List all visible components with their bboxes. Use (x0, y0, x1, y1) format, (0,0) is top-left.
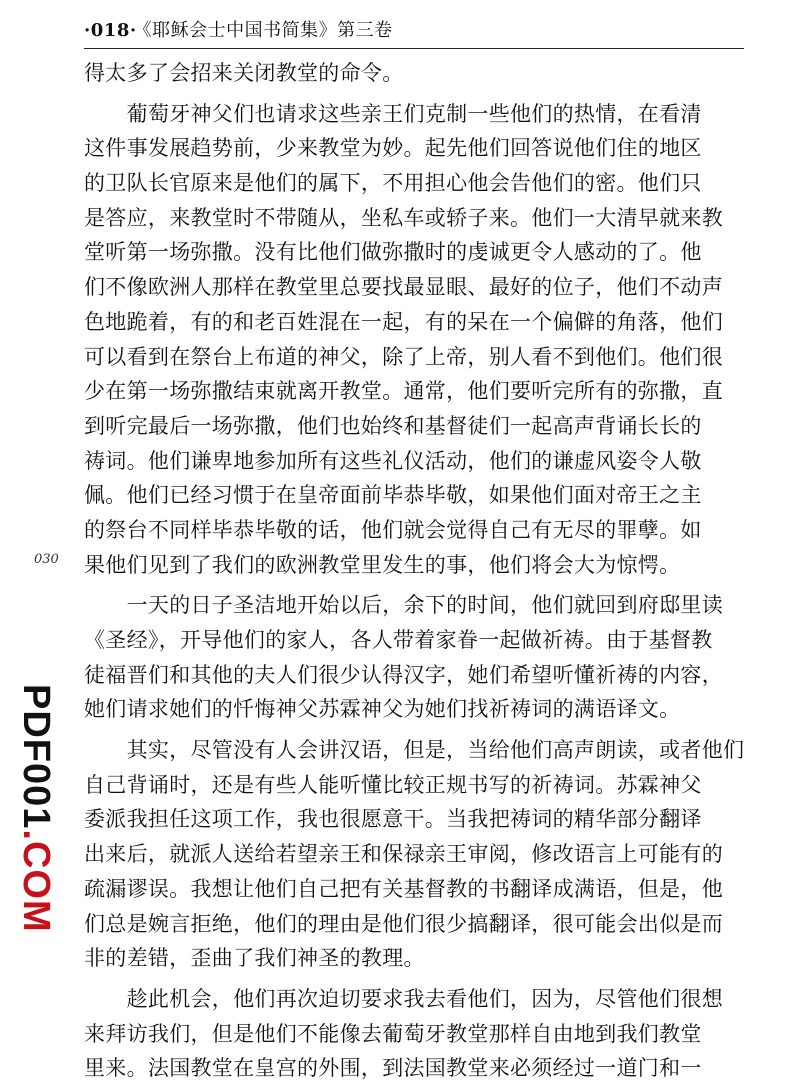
paragraph (84, 56, 746, 91)
body-text (84, 56, 746, 1086)
text-line: 趁此机会，他们再次迫切要求我去看他们，因为，尽管他们很想 (84, 986, 723, 1011)
paragraph (84, 588, 746, 727)
text-line: 是答应，来教堂时不带随从，坐私车或轿子来。他们一大清早就来教 (84, 205, 723, 230)
text-line: 祷词。他们谦卑地参加所有这些礼仪活动，他们的谦虚风姿令人敬 (84, 448, 702, 473)
text-line: 们不像欧洲人那样在教堂里总要找最显眼、最好的位子，他们不动声 (84, 275, 723, 300)
text-line: 葡萄牙神父们也请求这些亲王们克制一些他们的热情，在看清 (84, 101, 702, 126)
text-line: 色地跪着，有的和老百姓混在一起，有的呆在一个偏僻的角落，他们 (84, 309, 723, 334)
watermark (15, 684, 57, 933)
text-line: 可以看到在祭台上布道的神父，除了上帝，别人看不到他们。他们很 (84, 344, 723, 369)
text-line: 《圣经》，开导他们的家人，各人带着家眷一起做祈祷。由于基督教 (84, 628, 713, 652)
page-number: ·018· (84, 20, 137, 41)
text-line: 果他们见到了我们的欧洲教堂里发生的事，他们将会大为惊愕。 (84, 552, 681, 577)
text-line: 委派我担任这项工作，我也很愿意干。当我把祷词的精华部分翻译 (84, 807, 702, 832)
text-line: 的卫队长官原来是他们的属下，不用担心他会告他们的密。他们只 (84, 171, 702, 196)
text-line: 其实，尽管没有人会讲汉语，但是，当给他们高声朗读，或者他们 (84, 738, 745, 763)
text-line: 自己背诵时，还是有些人能听懂比较正规书写的祈祷词。苏霖神父 (84, 772, 702, 797)
book-title: 《耶稣会士中国书简集》第三卷 (142, 20, 393, 41)
text-line: 疏漏谬误。我想让他们自己把有关基督教的书翻译成满语，但是，他 (84, 876, 723, 901)
text-line: 得太多了会招来关闭教堂的命令。 (84, 61, 404, 85)
paragraph (84, 733, 746, 976)
paragraph (84, 97, 746, 583)
text-line: 们总是婉言拒绝，他们的理由是他们很少搞翻译，很可能会出似是而 (84, 911, 723, 936)
text-line: 里来。法国教堂在皇宫的外围，到法国教堂来必须经过一道门和一 (84, 1056, 702, 1081)
text-line: 非的差错，歪曲了我们神圣的教理。 (84, 946, 425, 971)
page-header (84, 16, 744, 49)
margin-note: 030 (34, 552, 59, 567)
text-line: 的祭台不同样毕恭毕敬的话，他们就会觉得自己有无尽的罪孽。如 (84, 517, 702, 542)
text-line: 出来后，就派人送给若望亲王和保禄亲王审阅，修改语言上可能有的 (84, 842, 723, 867)
watermark-part1: PDF001 (15, 684, 57, 830)
text-line: 来拜访我们，但是他们不能像去葡萄牙教堂那样自由地到我们教堂 (84, 1021, 702, 1046)
text-line: 堂听第一场弥撒。没有比他们做弥撒时的虔诚更令人感动的了。他 (84, 240, 702, 265)
text-line: 佩。他们已经习惯于在皇帝面前毕恭毕敬，如果他们面对帝王之主 (84, 483, 702, 508)
text-line: 一天的日子圣洁地开始以后，余下的时间，他们就回到府邸里读 (84, 593, 723, 618)
text-line: 她们请求她们的忏悔神父苏霖神父为她们找祈祷词的满语译文。 (84, 697, 681, 722)
text-line: 少在第一场弥撒结束就离开教堂。通常，他们要听完所有的弥撒，直 (84, 379, 723, 404)
text-line: 这件事发展趋势前，少来教堂为妙。起先他们回答说他们住的地区 (84, 136, 702, 161)
watermark-part2: .COM (15, 829, 57, 933)
text-line: 徒福晋们和其他的夫人们很少认得汉字，她们希望听懂祈祷的内容， (84, 662, 723, 687)
paragraph (84, 982, 746, 1086)
text-line: 到听完最后一场弥撒，他们也始终和基督徒们一起高声背诵长长的 (84, 413, 702, 438)
